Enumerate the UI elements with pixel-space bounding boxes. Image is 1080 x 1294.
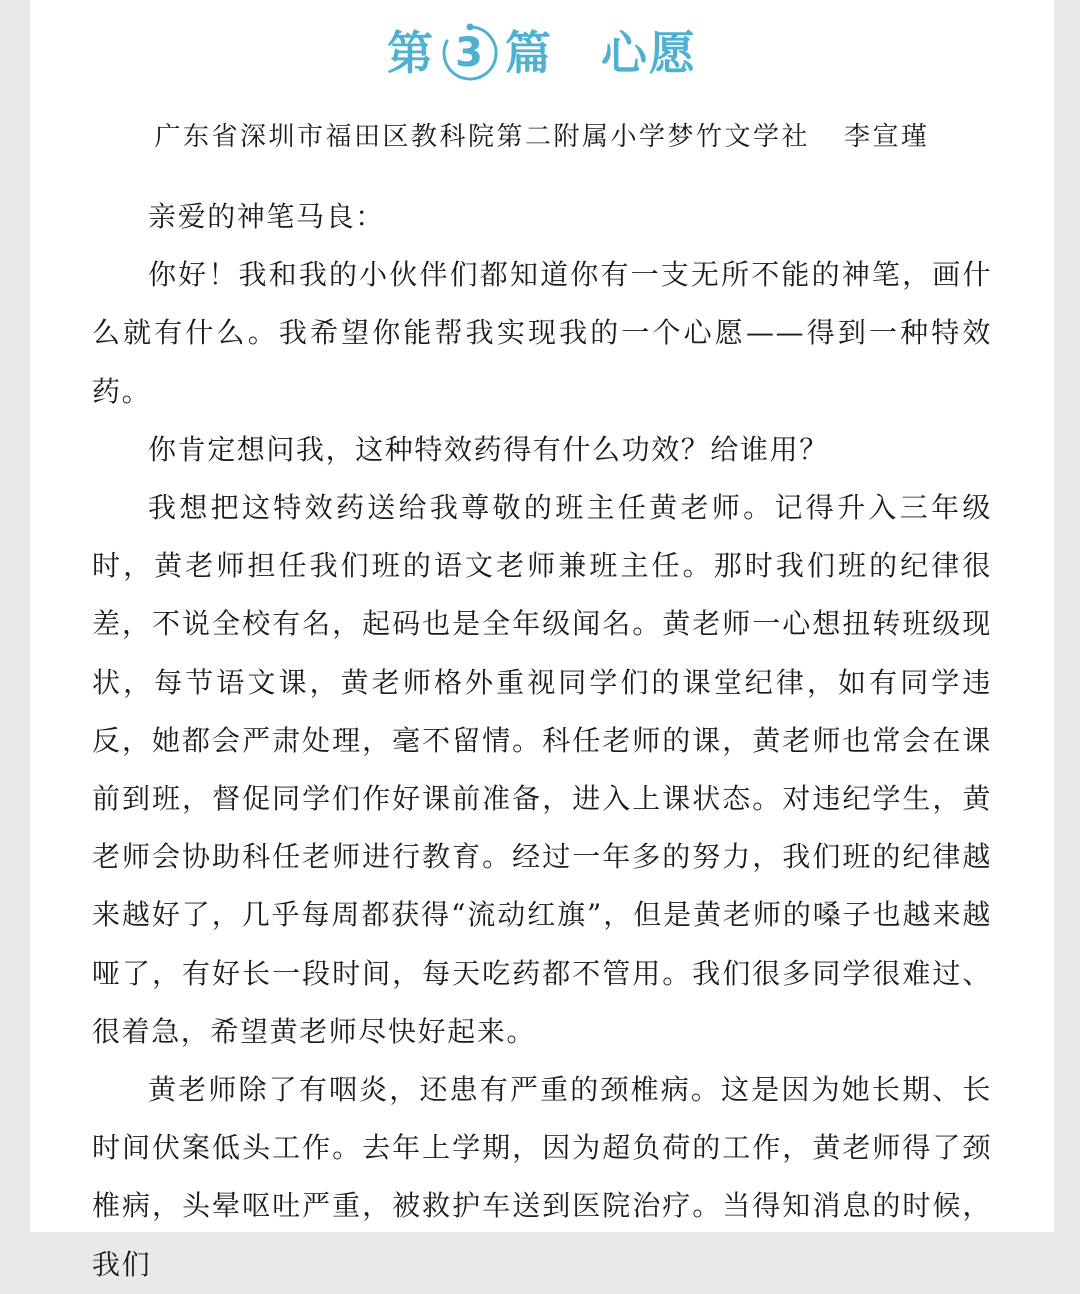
paragraph: 你好！我和我的小伙伴们都知道你有一支无所不能的神笔，画什么就有什么。我希望你能帮我实现我的一个心愿——得到一种特效药。: [92, 258, 992, 408]
paragraph: 我想把这特效药送给我尊敬的班主任黄老师。记得升入三年级时，黄老师担任我们班的语文老师兼班主任。那时我们班的纪律很差，不说全校有名，起码也是全年级闻名。黄老师一心想扭转班级现状，每节语文课，黄老师格外重视同学们的课堂纪律，如有同学违反，她都会严肃处理，毫不留情。科任老师的课，黄老师也常会在课前到班，督促同学们作好课前准备，进入上课状态。对违纪学生，黄老师会协助科任老师进行教育。经过一年多的努力，我们班的纪律越来越好了，几乎每周都获得“流动红旗”，但是黄老师的嗓子也越来越哑了，有好长一段时间，每天吃药都不管用。我们很多同学很难过、很着急，希望黄老师尽快好起来。: [92, 491, 992, 1048]
byline-author: 李宣瑾: [844, 122, 930, 152]
byline: [30, 116, 1054, 153]
chapter-title: [30, 14, 1054, 84]
article-body: [92, 188, 992, 1294]
byline-school: 广东省深圳市福田区教科院第二附属小学梦竹文学社: [154, 122, 810, 152]
title-prefix: 第: [387, 25, 435, 80]
paragraph: 黄老师除了有咽炎，还患有严重的颈椎病。这是因为她长期、长时间伏案低头工作。去年上学期，因为超负荷的工作，黄老师得了颈椎病，头晕呕吐严重，被救护车送到医院治疗。当得知消息的时候，我们: [92, 1073, 992, 1281]
book-page: [30, 0, 1054, 1281]
paragraph: 你肯定想问我，这种特效药得有什么功效？给谁用？: [148, 432, 829, 466]
chapter-number-badge: [439, 22, 501, 84]
chapter-number: 3: [455, 29, 485, 76]
paragraph: 亲爱的神笔马良：: [148, 200, 385, 233]
title-name: 心愿: [601, 25, 697, 80]
title-suffix: 篇: [505, 25, 553, 80]
